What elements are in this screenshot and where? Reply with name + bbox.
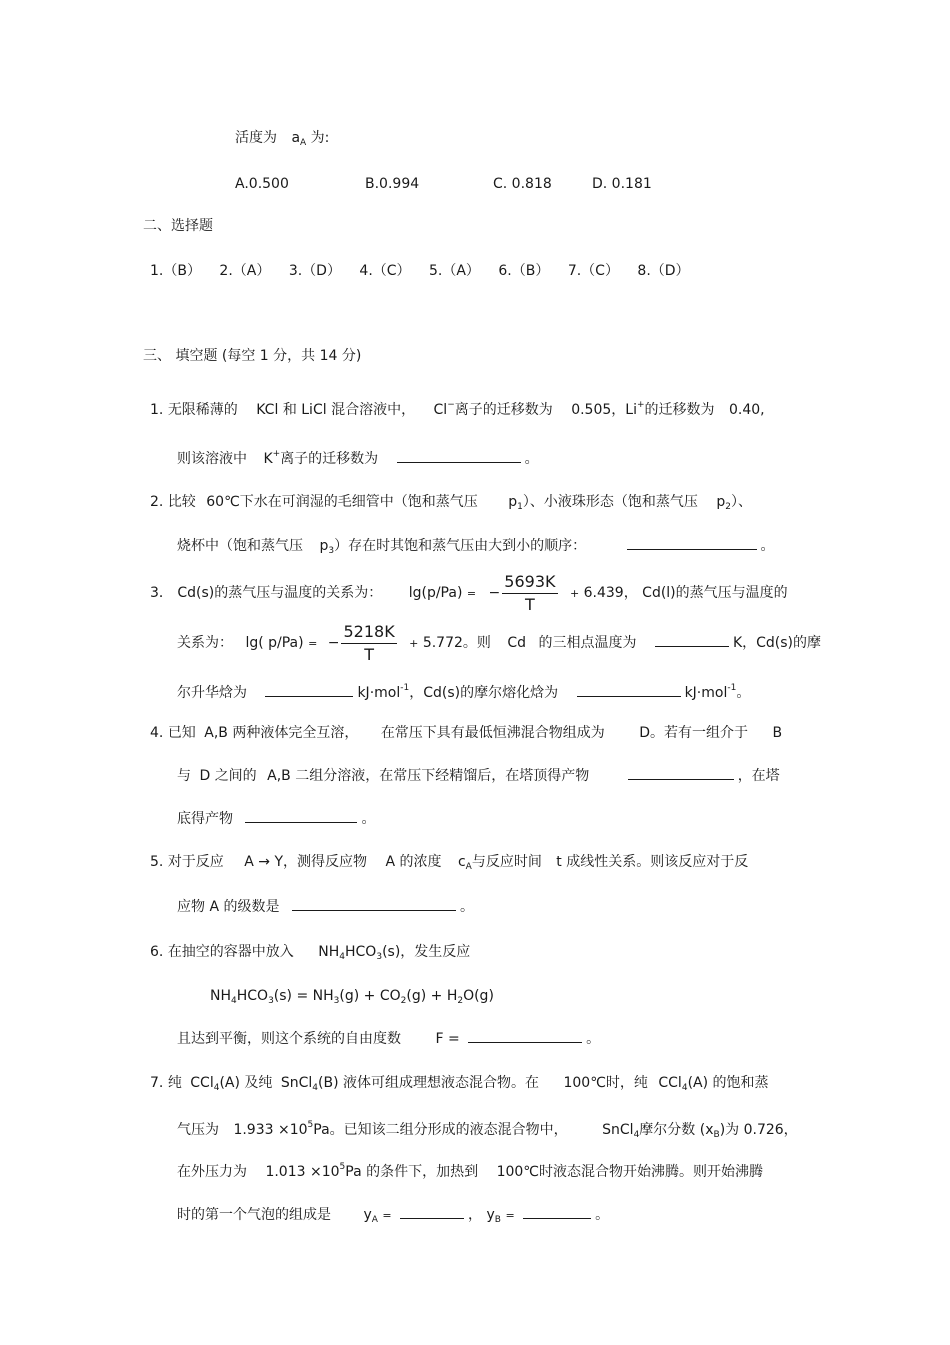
answer-item: 8.（D） — [637, 263, 690, 279]
q3-sublimation-blank[interactable] — [265, 682, 353, 697]
answer-item: 2.（A） — [219, 263, 271, 279]
q3-fraction-1: $\frac{5693K}{T}$ — [504, 571, 556, 614]
section-3-title: 三、 填空题 (每空 1 分，共 14 分) — [143, 348, 362, 364]
answer-item: 4.（C） — [359, 263, 411, 279]
answer-item: 7.（C） — [567, 263, 619, 279]
q3-triple-point-blank[interactable] — [655, 632, 729, 647]
activity-line: 活度为 $a_A$ 为: — [235, 130, 330, 148]
q3-line1: 3． Cd(s)的蒸气压与温度的关系为： lg(p/Pa) = − $\frac{5693K}{T}$ + 6.439， Cd(l)的蒸气压与温度的 — [150, 571, 788, 614]
q3-line2: 关系为： lg( p/Pa) = − $\frac{5218K}{T}$ + 5.772。则 Cd 的三相点温度为 K，Cd(s)的摩 — [177, 621, 821, 664]
q6-degree-blank[interactable] — [468, 1028, 582, 1043]
q3-fraction-2: $\frac{5218K}{T}$ — [343, 621, 395, 664]
q4-bottom-product-blank[interactable] — [245, 808, 357, 823]
q7-line2: 气压为 $1.933 \times 10^5Pa$。已知该二组分形成的液态混合物中， SnCl$_4$摩尔分数 $(x_B)$为 0.726， — [177, 1120, 798, 1140]
q1-line1: 1. 无限稀薄的 KCl 和 LiCl 混合溶液中， Cl−离子的迁移数为 0.505，Li+的迁移数为 0.40, — [150, 400, 765, 418]
q4-line1: 4. 已知 A,B 两种液体完全互溶， 在常压下具有最低恒沸混合物组成为 D。若有一组介于 B — [150, 725, 783, 741]
q3-line3: 尔升华焓为 kJ·mol$^{-1}$，Cd(s)的摩尔熔化焓为 kJ·mol$^{-1}$。 — [177, 683, 751, 701]
q6-line3: 且达到平衡，则这个系统的自由度数 F = 。 — [177, 1028, 600, 1049]
option-a: A.0.500 — [235, 176, 289, 192]
q2-line1: 2. 比较 60℃下水在可润湿的毛细管中（饱和蒸气压 $p_1$）、小液珠形态（饱和蒸气压 $p_2$）、 — [150, 494, 752, 512]
q3-fusion-blank[interactable] — [577, 682, 681, 697]
q1-line2: 则该溶液中 K+离子的迁移数为 。 — [177, 449, 539, 467]
q2-answer-blank[interactable] — [627, 535, 757, 550]
q7-line1: 7. 纯 CCl$_4$(A) 及纯 SnCl$_4$(B) 液体可组成理想液态混合物。在 100℃时，纯 CCl$_4$(A) 的饱和蒸 — [150, 1075, 769, 1093]
q5-line2: 应物 A 的级数是 。 — [177, 896, 474, 917]
option-d: D. 0.181 — [592, 176, 652, 192]
option-b: B.0.994 — [365, 176, 420, 192]
q4-top-product-blank[interactable] — [628, 765, 734, 780]
section-2-title: 二、选择题 — [143, 218, 213, 234]
q5-line1: 5. 对于反应 A → Y，测得反应物 A 的浓度 $c_A$与反应时间 t 成线性关系。则该反应对于反 — [150, 854, 749, 872]
q7-ya-blank[interactable] — [400, 1204, 464, 1219]
q2-line2: 烧杯中（饱和蒸气压 $p_3$）存在时其饱和蒸气压由大到小的顺序： 。 — [177, 535, 775, 561]
q1-answer-blank[interactable] — [397, 448, 521, 463]
option-c: C. 0.818 — [493, 176, 552, 192]
answer-item: 1.（B） — [150, 263, 201, 279]
answers-row — [150, 261, 690, 281]
q7-line4: 时的第一个气泡的组成是 $y_A$ = ， $y_B$ = 。 — [177, 1204, 609, 1230]
answer-item: 6.（B） — [498, 263, 550, 279]
q4-line2: 与 D 之间的 A,B 二组分溶液，在常压下经精馏后，在塔顶得产物 ，在塔 — [177, 765, 780, 786]
q6-reaction: $NH_4HCO_3(s) = NH_3(g) + CO_2(g) + H_2O(g)$ — [210, 988, 494, 1006]
q7-yb-blank[interactable] — [523, 1204, 591, 1219]
q7-line3: 在外压力为 $1.013 \times 10^5Pa$ 的条件下，加热到 100℃时液态混合物开始沸腾。则开始沸腾 — [177, 1162, 764, 1180]
answer-item: 5.（A） — [429, 263, 480, 279]
q5-order-blank[interactable] — [292, 896, 456, 911]
answer-item: 3.（D） — [288, 263, 341, 279]
q6-line1: 6. 在抽空的容器中放入 $NH_4HCO_3(s)$，发生反应 — [150, 944, 471, 962]
q4-line3: 底得产物 。 — [177, 808, 375, 829]
